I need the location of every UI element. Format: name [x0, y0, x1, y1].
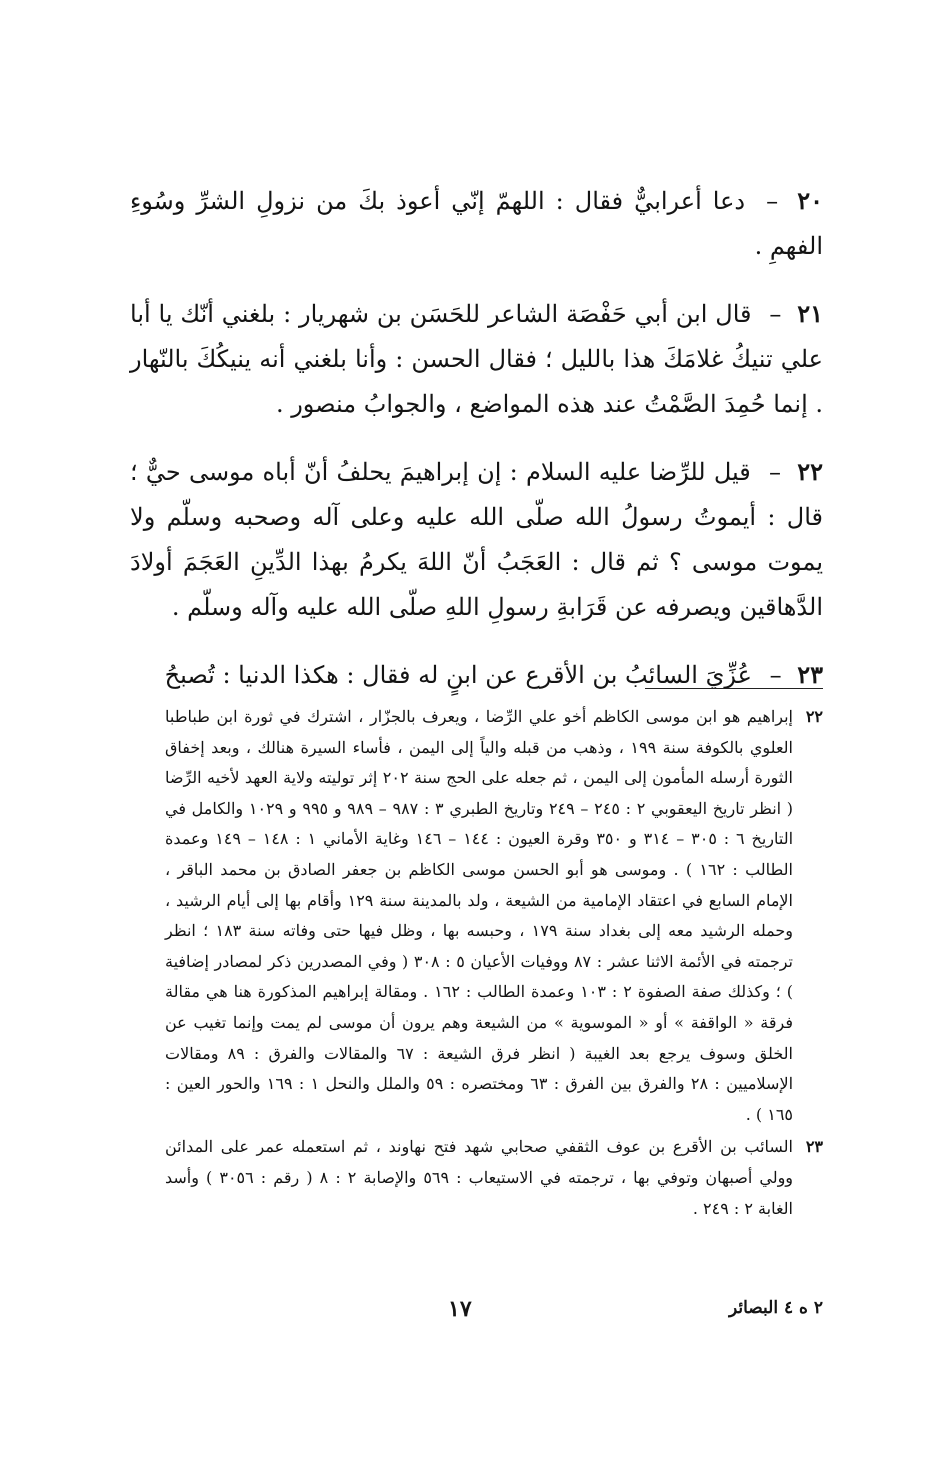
paragraph-dash: –: [769, 661, 782, 689]
paragraph-text: عُزِّيَ السائبُ بن الأقرع عن ابنٍ له فقال : هكذا الدنيا : تُصبحُ: [164, 661, 752, 689]
anecdote-22: [130, 449, 823, 630]
main-text: [130, 178, 823, 720]
page-footer: [130, 1296, 823, 1330]
paragraph-number: ٢٣: [797, 660, 823, 689]
paragraph-number: ٢١: [797, 299, 823, 328]
footnote-number: ٢٣: [805, 1137, 823, 1157]
anecdote-20: [130, 178, 823, 269]
anecdote-23: [130, 652, 823, 698]
footnote-22: [165, 702, 823, 1130]
footnote-text: السائب بن الأقرع بن عوف الثقفي صحابي شهد فتح نهاوند ، ثم استعمله عمر على المدائن وولي أصبهان وتوفي بها ، ترجمته في الاستيعاب : ٥٦٩ والإصابة ٢ : ٨ ( رقم : ٣٠٥٦ ) وأسد الغابة ٢ : ٢٤٩ .: [165, 1137, 794, 1218]
paragraph-dash: –: [766, 187, 779, 215]
paragraph-number: ٢٠: [797, 186, 823, 215]
footnote-separator: [645, 688, 823, 689]
footnotes: [165, 702, 823, 1226]
paragraph-text: قال ابن أبي حَفْصَة الشاعر للحَسَن بن شهريار : بلغني أنّك يا أبا علي تنيكُ غلامَكَ هذا بالليل ؛ فقال الحسن : وأنا بلغني أنه ينيكُكَ بالنّهار . إنما حُمِدَ الصَّمْتُ عند هذه المواضع ، والجوابُ منصور .: [130, 300, 823, 418]
paragraph-text: قيل للرِّضا عليه السلام : إن إبراهيمَ يحلفُ أنّ أباه موسى حيٌّ ؛ قال : أيموتُ رسولُ الله صلّى الله عليه وعلى آله وصحبه وسلّم ولا يموت موسى ؟ ثم قال : العَجَبُ أنّ اللهَ يكرمُ بهذا الدِّينِ العَجَمَ أولادَ الدَّهاقين ويصرفه عن قَرَابةِ رسولِ اللهِ صلّى الله عليه وآله وسلّم .: [130, 458, 823, 621]
paragraph-dash: –: [769, 300, 782, 328]
anecdote-21: [130, 291, 823, 427]
footnote-23: [165, 1132, 823, 1224]
paragraph-dash: –: [768, 458, 781, 486]
footnote-text: إبراهيم هو ابن موسى الكاظم أخو علي الرِّضا ، ويعرف بالجزّار ، اشترك في ثورة ابن طباطبا العلوي بالكوفة سنة ١٩٩ ، وذهب من قبله والياً إلى اليمن ، فأساء السيرة هنالك ، وبعد إخفاق الثورة أرسله المأمون إلى اليمن ، ثم جعله على الحج سنة ٢٠٢ إثر توليته ولاية العهد لأخيه الرِّضا ( انظر تاريخ اليعقوبي ٢ : ٢٤٥ – ٢٤٩ وتاريخ الطبري ٣ : ٩٨٧ – ٩٨٩ و ٩٩٥ و ١٠٢٩ والكامل في التاريخ ٦ : ٣٠٥ – ٣١٤ و ٣٥٠ وقرة العيون : ١٤٤ – ١٤٦ وغاية الأماني ١ : ١٤٨ – ١٤٩ وعمدة الطالب : ١٦٢ ) . وموسى هو أبو الحسن موسى الكاظم بن جعفر الصادق بن محمد الباقر ، الإمام السابع في اعتقاد الإمامية من الشيعة ، ولد بالمدينة سنة ١٢٩ وأقام بها إلى أيام الرشيد ، وحمله الرشيد معه إلى بغداد سنة ١٧٩ ، وحبسه بها ، وظل فيها حتى وفاته سنة ١٨٣ ؛ انظر ترجمته في الأئمة الاثنا عشر : ٨٧ ووفيات الأعيان ٥ : ٣٠٨ ( وفي المصدرين ذكر لمصادر إضافية ) ؛ وكذلك صفة الصفوة ٢ : ١٠٣ وعمدة الطالب : ١٦٢ . ومقالة إبراهيم المذكورة هنا هي مقالة فرقة « الواقفة » أو « الموسوية » من الشيعة وهم يرون أن موسى لم يمت وإنما تغيب عن الخلق وسوف يرجع بعد الغيبة ( انظر فرق الشيعة : ٦٧ والمقالات والفرق : ٨٩ ومقالات الإسلاميين : ٢٨ والفرق بين الفرق : ٦٣ ومختصره : ٥٩ والملل والنحل ١ : ١٦٩ والحور العين : ١٦٥ ) .: [165, 707, 794, 1124]
paragraph-text: دعا أعرابيٌّ فقال : اللهمّ إنّي أعوذ بكَ من نزولِ الشرِّ وسُوءِ الفهمِ .: [130, 187, 823, 260]
paragraph-number: ٢٢: [797, 457, 823, 486]
footnote-number: ٢٢: [805, 707, 823, 726]
page-number: ١٧: [448, 1296, 472, 1322]
printer-signature: ٢ ه ٤ البصائر: [728, 1298, 823, 1318]
